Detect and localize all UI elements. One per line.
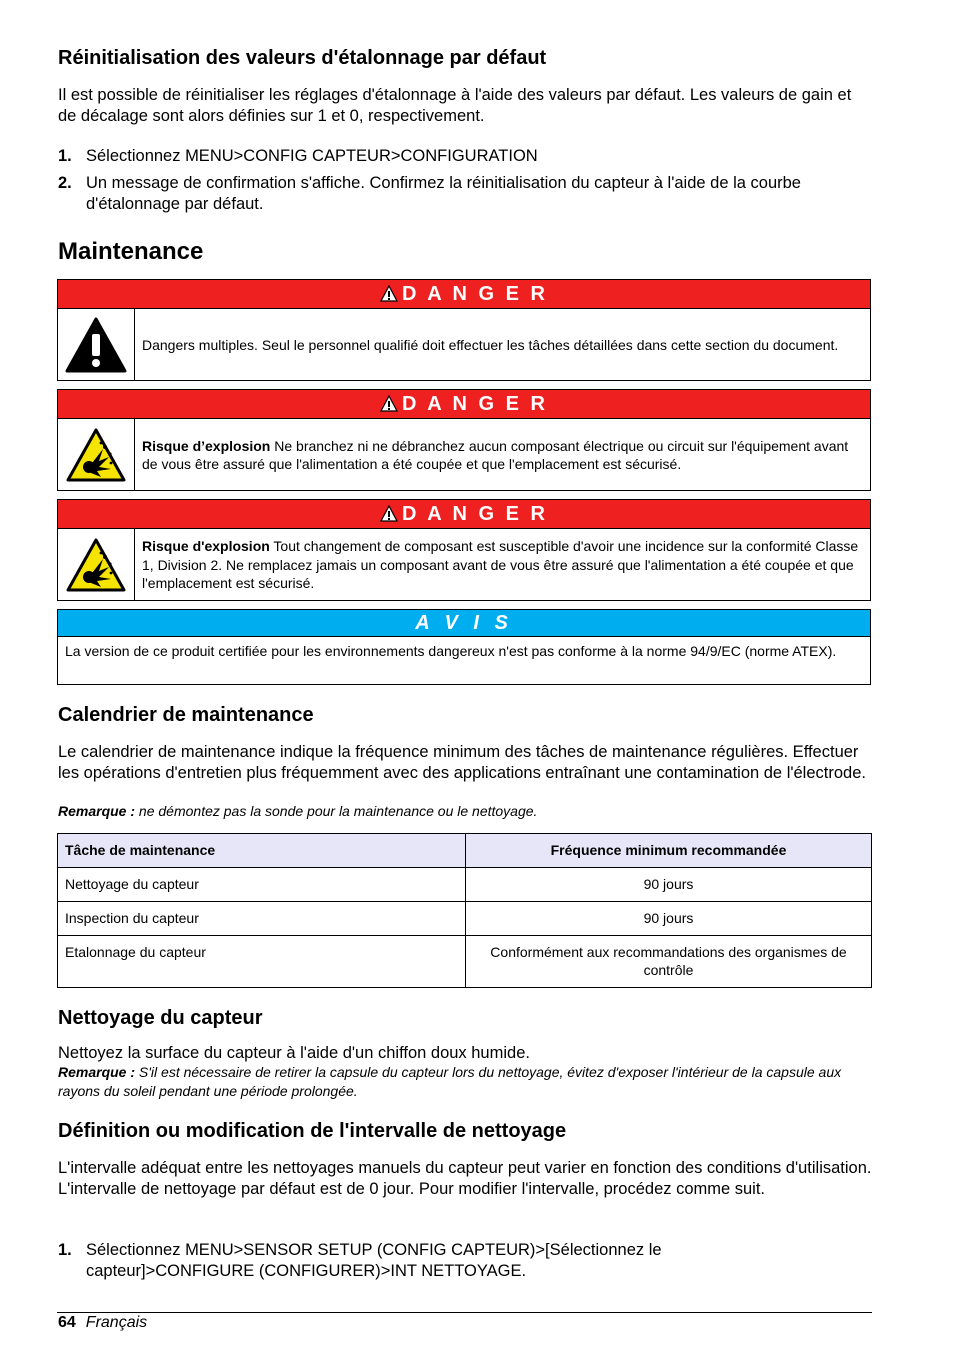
step-text: Un message de confirmation s'affiche. Confirmez la réinitialisation du capteur à l'aide de la courbe d'étalonnage par défaut. xyxy=(86,174,801,213)
step-number: 1. xyxy=(58,1241,72,1259)
table-header: Tâche de maintenance xyxy=(58,834,466,868)
step-number: 1. xyxy=(58,147,72,165)
section-title-nettoyage: Nettoyage du capteur xyxy=(58,1007,263,1029)
table-cell: Nettoyage du capteur xyxy=(58,868,466,902)
intervalle-text: L'intervalle adéquat entre les nettoyages manuels du capteur peut varier en fonction des conditions d'utilisation. L'intervalle de nettoyage par défaut est de 0 jour. Pour modifier l'intervalle, procédez comme suit. xyxy=(58,1159,872,1198)
table-row xyxy=(58,868,872,902)
danger-header xyxy=(58,280,870,309)
reinit-step-2 xyxy=(58,173,858,217)
danger-message-3: Risque d'explosion Tout changement de composant est susceptible d'avoir une incidence sur la conformité Classe 1, Division 2. Ne remplacez jamais un composant avant de vous être assuré que l'alimentation a été coupée et que l'emplacement est sécurisé. xyxy=(142,538,859,592)
danger-message-1: Dangers multiples. Seul le personnel qualifié doit effectuer les tâches détaillées dans cette section du document. xyxy=(142,336,839,353)
table-row xyxy=(58,902,872,936)
avis-box xyxy=(57,609,871,685)
step-number: 2. xyxy=(58,174,72,192)
section-title-intervalle: Définition ou modification de l'intervalle de nettoyage xyxy=(58,1120,567,1142)
danger-header xyxy=(58,390,870,419)
intervalle-step-1 xyxy=(58,1240,858,1284)
danger-box-1 xyxy=(57,279,871,381)
table-cell: 90 jours xyxy=(466,868,872,902)
table-cell: Etalonnage du capteur xyxy=(58,936,466,988)
step-text: Sélectionnez MENU>CONFIG CAPTEUR>CONFIGURATION xyxy=(86,147,538,165)
explosion-hazard-icon xyxy=(58,529,135,601)
section-title-maintenance: Maintenance xyxy=(58,238,204,265)
reinit-intro: Il est possible de réinitialiser les réglages d'étalonnage à l'aide des valeurs par défaut. Les valeurs de gain et de décalage sont alors définies sur 1 et 0, respectivement. xyxy=(58,86,852,125)
warning-triangle-icon xyxy=(380,505,398,522)
danger-label: D A N G E R xyxy=(402,283,548,305)
danger-label: D A N G E R xyxy=(402,503,548,525)
footer-language: Français xyxy=(85,1314,148,1331)
table-cell: 90 jours xyxy=(466,902,872,936)
footer-rule xyxy=(57,1312,872,1313)
danger-message-2: Risque d’explosion Ne branchez ni ne débranchez aucun composant électrique ou circuit sur l'équipement avant de vous être assuré que l'alimentation a été coupée et que l'emplacement est sécurisé. xyxy=(142,437,849,472)
danger-header xyxy=(58,500,870,529)
page-footer xyxy=(58,1313,147,1333)
avis-label: A V I S xyxy=(415,612,513,634)
nettoyage-note: Remarque : S'il est nécessaire de retirer la capsule du capteur lors du nettoyage, évitez d'exposer l'intérieur de la capsule aux rayons du soleil pendant une période prolongée. xyxy=(58,1064,842,1099)
nettoyage-text: Nettoyez la surface du capteur à l'aide d'un chiffon doux humide. xyxy=(58,1044,530,1062)
reinit-step-1 xyxy=(58,146,858,168)
table-cell: Conformément aux recommandations des organismes de contrôle xyxy=(466,936,872,988)
danger-box-2 xyxy=(57,389,871,491)
maintenance-schedule-table xyxy=(57,833,872,988)
step-text: Sélectionnez MENU>SENSOR SETUP (CONFIG CAPTEUR)>[Sélectionnez le capteur]>CONFIGURE (CONFIGURER)>INT NETTOYAGE. xyxy=(86,1241,662,1280)
table-header: Fréquence minimum recommandée xyxy=(466,834,872,868)
warning-exclamation-icon xyxy=(58,309,135,381)
section-title-reinit: Réinitialisation des valeurs d'étalonnage par défaut xyxy=(58,47,547,69)
calendrier-note: Remarque : ne démontez pas la sonde pour la maintenance ou le nettoyage. xyxy=(58,803,538,819)
danger-box-3 xyxy=(57,499,871,601)
table-row xyxy=(58,936,872,988)
section-title-calendrier: Calendrier de maintenance xyxy=(58,704,314,726)
page-number: 64 xyxy=(58,1314,76,1331)
avis-header xyxy=(58,610,870,637)
avis-message: La version de ce produit certifiée pour les environnements dangereux n'est pas conforme à la norme 94/9/EC (norme ATEX). xyxy=(65,643,837,659)
table-cell: Inspection du capteur xyxy=(58,902,466,936)
warning-triangle-icon xyxy=(380,285,398,302)
danger-label: D A N G E R xyxy=(402,393,548,415)
calendrier-text: Le calendrier de maintenance indique la fréquence minimum des tâches de maintenance régulières. Effectuer les opérations d'entretien plus fréquemment avec des applications entraînant une contamination de l'électrode. xyxy=(58,743,866,782)
warning-triangle-icon xyxy=(380,395,398,412)
table-header-row xyxy=(58,834,872,868)
explosion-hazard-icon xyxy=(58,419,135,491)
